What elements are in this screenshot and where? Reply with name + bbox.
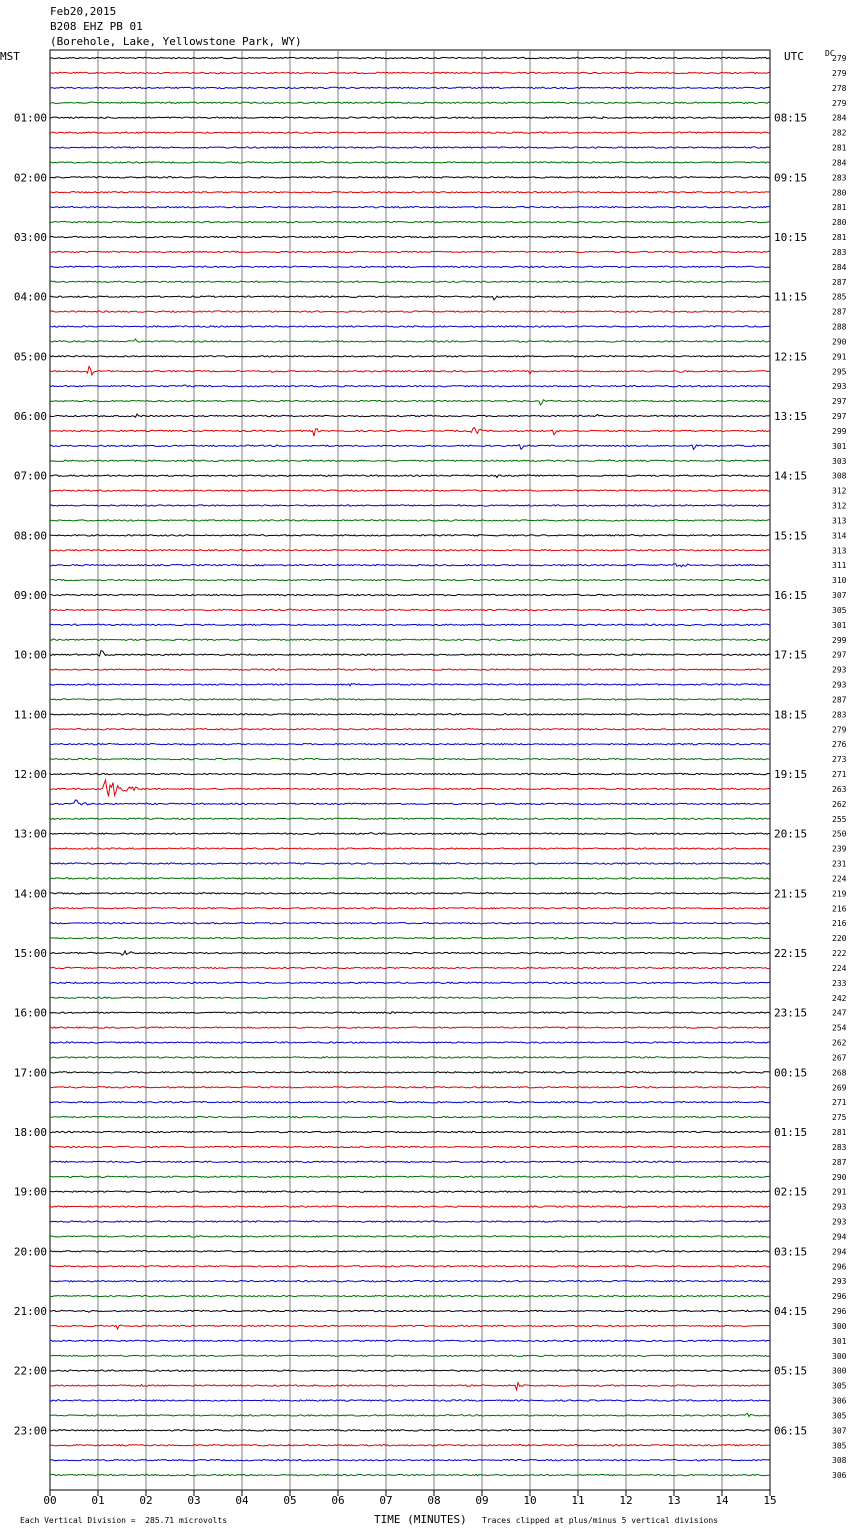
dc-offset-label: 308 (832, 471, 847, 481)
seismic-trace (50, 1266, 770, 1267)
station-label: B208 EHZ PB 01 (50, 20, 143, 33)
seismic-trace (50, 1027, 770, 1028)
seismic-trace (50, 1370, 770, 1371)
dc-offset-label: 231 (832, 859, 847, 869)
seismic-trace (50, 967, 770, 968)
dc-offset-label: 299 (832, 426, 847, 436)
seismic-trace (50, 594, 770, 595)
dc-offset-label: 306 (832, 1471, 847, 1481)
x-tick-label: 09 (475, 1494, 489, 1507)
seismic-trace (50, 743, 770, 744)
x-tick-label: 01 (91, 1494, 105, 1507)
seismic-trace (50, 1057, 770, 1058)
dc-offset-label: 305 (832, 1411, 847, 1421)
seismic-trace (50, 1206, 770, 1207)
seismic-trace (50, 1101, 770, 1102)
mst-hour-label: 10:00 (13, 648, 47, 662)
dc-offset-label: 290 (832, 337, 847, 347)
seismic-trace (50, 221, 770, 222)
dc-offset-label: 283 (832, 247, 847, 257)
dc-offset-label: 293 (832, 382, 847, 392)
seismic-trace (50, 1116, 770, 1117)
seismic-trace (50, 1430, 770, 1431)
x-tick-label: 05 (283, 1494, 297, 1507)
clip-note: Traces clipped at plus/minus 5 vertical divisions (482, 1516, 719, 1525)
x-tick-label: 15 (763, 1494, 777, 1507)
seismic-trace (50, 251, 770, 252)
mst-hour-label: 16:00 (13, 1006, 47, 1020)
seismic-trace (50, 87, 770, 88)
seismic-trace (50, 624, 770, 625)
dc-offset-label: 216 (832, 919, 847, 929)
seismic-trace (50, 714, 770, 715)
seismic-trace (50, 339, 770, 342)
dc-offset-label: 293 (832, 1202, 847, 1212)
seismic-trace (50, 1072, 770, 1073)
dc-offset-label: 305 (832, 605, 847, 615)
dc-offset-label: 307 (832, 591, 847, 600)
dc-label: DC (825, 49, 835, 58)
dc-offset-label: 281 (832, 143, 847, 153)
seismic-trace (50, 800, 770, 805)
mst-hour-label: 23:00 (13, 1424, 47, 1438)
seismic-trace (50, 937, 770, 939)
seismic-trace (50, 669, 770, 670)
seismic-trace (50, 579, 770, 580)
dc-offset-label: 269 (832, 1083, 847, 1093)
seismic-trace (50, 1236, 770, 1237)
x-axis-title: TIME (MINUTES) (374, 1513, 467, 1526)
dc-offset-label: 297 (832, 412, 847, 421)
dc-offset-label: 293 (832, 1217, 847, 1227)
x-tick-label: 13 (667, 1494, 681, 1507)
dc-offset-label: 308 (832, 1456, 847, 1466)
seismic-trace (50, 1146, 770, 1147)
dc-offset-label: 311 (832, 561, 847, 571)
dc-offset-label: 279 (832, 98, 847, 108)
dc-offset-label: 287 (832, 277, 847, 287)
mst-hour-label: 20:00 (13, 1245, 47, 1259)
seismic-trace (50, 1310, 770, 1312)
seismic-trace (50, 132, 770, 133)
dc-offset-label: 283 (832, 710, 847, 720)
seismic-trace (50, 1295, 770, 1296)
dc-offset-label: 279 (832, 68, 847, 78)
x-tick-label: 07 (379, 1494, 393, 1507)
utc-hour-label: 06:15 (774, 1424, 808, 1438)
dc-offset-label: 268 (832, 1068, 847, 1078)
seismic-trace (50, 1445, 770, 1446)
seismic-trace (50, 206, 770, 207)
dc-offset-label: 254 (832, 1023, 847, 1033)
dc-offset-label: 279 (832, 725, 847, 735)
seismic-trace (50, 729, 770, 730)
seismic-trace (50, 863, 770, 864)
dc-offset-label: 282 (832, 128, 847, 138)
seismic-trace (50, 296, 770, 300)
dc-offset-label: 287 (832, 307, 847, 317)
seismic-trace (50, 1176, 770, 1177)
utc-hour-label: 15:15 (774, 529, 808, 543)
seismic-trace (50, 57, 770, 58)
dc-offset-label: 301 (832, 1336, 847, 1346)
mst-hour-label: 22:00 (13, 1364, 47, 1378)
mst-hour-label: 14:00 (13, 887, 47, 901)
dc-offset-label: 242 (832, 993, 847, 1003)
seismic-trace (50, 1280, 770, 1281)
seismic-trace (50, 1221, 770, 1222)
seismic-trace (50, 414, 770, 417)
seismic-trace (50, 1161, 770, 1162)
dc-offset-label: 314 (832, 531, 847, 541)
seismic-trace (50, 281, 770, 282)
dc-offset-label: 301 (832, 620, 847, 630)
utc-hour-label: 18:15 (774, 708, 808, 722)
seismic-trace (50, 684, 770, 686)
seismic-trace (50, 520, 770, 521)
dc-offset-label: 293 (832, 680, 847, 690)
utc-hour-label: 04:15 (774, 1305, 808, 1318)
dc-offset-label: 303 (832, 456, 847, 466)
utc-hour-label: 16:15 (774, 589, 808, 602)
utc-hour-label: 03:15 (774, 1245, 808, 1259)
mst-hour-label: 12:00 (13, 768, 47, 781)
dc-offset-label: 310 (832, 576, 847, 586)
dc-offset-label: 291 (832, 352, 847, 362)
seismic-trace (50, 1131, 770, 1132)
seismic-trace (50, 162, 770, 163)
dc-offset-label: 290 (832, 1172, 847, 1182)
x-tick-label: 10 (523, 1494, 537, 1507)
seismic-trace (50, 951, 770, 955)
dc-offset-label: 313 (832, 546, 847, 556)
seismic-trace (50, 1474, 770, 1475)
seismic-trace (50, 1087, 770, 1088)
dc-offset-label: 312 (832, 486, 847, 496)
utc-hour-label: 10:15 (774, 231, 808, 244)
utc-hour-label: 02:15 (774, 1185, 808, 1199)
dc-offset-label: 281 (832, 233, 847, 242)
dc-offset-label: 293 (832, 665, 847, 675)
seismic-trace (50, 564, 770, 567)
dc-offset-label: 300 (832, 1351, 847, 1361)
x-tick-label: 11 (571, 1494, 585, 1507)
dc-offset-label: 281 (832, 203, 847, 213)
utc-hour-label: 23:15 (774, 1006, 808, 1020)
seismic-trace (50, 490, 770, 491)
x-tick-label: 03 (187, 1494, 201, 1507)
seismic-trace (50, 367, 770, 375)
utc-label: UTC (784, 50, 804, 63)
dc-offset-label: 293 (832, 1277, 847, 1287)
dc-offset-label: 222 (832, 949, 847, 958)
dc-offset-label: 262 (832, 1038, 847, 1048)
mst-hour-label: 01:00 (13, 111, 47, 125)
utc-hour-label: 14:15 (774, 469, 808, 483)
dc-offset-label: 263 (832, 784, 847, 794)
seismic-trace (50, 1383, 770, 1390)
dc-offset-label: 297 (832, 650, 847, 660)
seismic-trace (50, 147, 770, 148)
x-tick-label: 04 (235, 1494, 249, 1507)
dc-offset-label: 295 (832, 367, 847, 377)
seismic-trace (50, 117, 770, 119)
seismic-trace (50, 780, 770, 796)
dc-offset-label: 233 (832, 978, 847, 988)
seismic-trace (50, 445, 770, 449)
dc-offset-label: 312 (832, 501, 847, 511)
dc-offset-label: 216 (832, 904, 847, 914)
mst-hour-label: 06:00 (13, 410, 47, 423)
seismic-trace (50, 818, 770, 819)
dc-offset-label: 271 (832, 770, 847, 779)
dc-offset-label: 291 (832, 1187, 847, 1197)
dc-offset-label: 276 (832, 740, 847, 750)
dc-offset-label: 262 (832, 799, 847, 809)
dc-offset-label: 275 (832, 1113, 847, 1123)
dc-offset-label: 278 (832, 83, 847, 93)
seismic-trace (50, 773, 770, 774)
x-tick-label: 00 (43, 1494, 57, 1507)
dc-offset-label: 250 (832, 829, 847, 839)
seismic-trace (50, 922, 770, 923)
seismic-trace (50, 1325, 770, 1329)
dc-offset-label: 224 (832, 963, 847, 973)
seismic-trace (50, 192, 770, 193)
dc-offset-label: 296 (832, 1292, 847, 1302)
dc-offset-label: 283 (832, 1142, 847, 1152)
seismic-trace (50, 505, 770, 506)
mst-hour-label: 08:00 (13, 529, 47, 543)
dc-offset-label: 271 (832, 1098, 847, 1108)
seismic-trace (50, 1413, 770, 1416)
seismic-trace (50, 699, 770, 700)
mst-hour-label: 19:00 (13, 1185, 47, 1199)
dc-offset-label: 307 (832, 1426, 847, 1436)
dc-offset-label: 280 (832, 218, 847, 228)
seismic-trace (50, 982, 770, 983)
seismic-trace (50, 311, 770, 312)
seismic-trace (50, 72, 770, 73)
mst-label: MST (0, 50, 20, 63)
utc-hour-label: 09:15 (774, 171, 808, 185)
seismic-trace (50, 1191, 770, 1192)
seismic-trace (50, 400, 770, 405)
seismic-trace (50, 266, 770, 267)
seismic-trace (50, 428, 770, 436)
seismic-trace (50, 639, 770, 640)
seismic-trace (50, 177, 770, 178)
dc-offset-label: 281 (832, 1128, 847, 1137)
seismic-trace (50, 893, 770, 894)
x-tick-label: 12 (619, 1494, 633, 1507)
dc-offset-label: 284 (832, 113, 847, 123)
dc-offset-label: 273 (832, 755, 847, 765)
seismic-trace (50, 1340, 770, 1341)
mst-hour-label: 03:00 (13, 231, 47, 244)
mst-hour-label: 11:00 (13, 708, 47, 722)
dc-offset-label: 224 (832, 874, 847, 884)
seismic-trace (50, 1400, 770, 1401)
x-tick-label: 06 (331, 1494, 345, 1507)
utc-hour-label: 08:15 (774, 111, 808, 125)
seismic-trace (50, 997, 770, 998)
seismic-trace (50, 878, 770, 879)
chart-title: Feb20,2015 (50, 5, 117, 18)
mst-hour-label: 07:00 (13, 469, 47, 483)
seismic-trace (50, 758, 770, 759)
dc-offset-label: 247 (832, 1008, 847, 1018)
mst-hour-label: 04:00 (13, 290, 47, 304)
utc-hour-label: 05:15 (774, 1364, 808, 1378)
dc-offset-label: 299 (832, 635, 847, 645)
dc-offset-label: 300 (832, 1366, 847, 1376)
seismic-trace (50, 651, 770, 656)
dc-offset-label: 287 (832, 695, 847, 705)
seismic-trace (50, 460, 770, 462)
seismic-trace (50, 1012, 770, 1014)
utc-hour-label: 12:15 (774, 350, 808, 364)
utc-hour-label: 22:15 (774, 947, 808, 960)
dc-offset-label: 313 (832, 516, 847, 526)
mst-hour-label: 21:00 (13, 1305, 47, 1318)
utc-hour-label: 19:15 (774, 768, 808, 781)
dc-offset-label: 297 (832, 397, 847, 407)
utc-hour-label: 11:15 (774, 290, 808, 304)
dc-offset-label: 306 (832, 1396, 847, 1406)
dc-offset-label: 219 (832, 889, 847, 899)
dc-offset-label: 280 (832, 188, 847, 198)
utc-hour-label: 13:15 (774, 410, 808, 423)
utc-hour-label: 20:15 (774, 827, 808, 841)
seismic-trace (50, 535, 770, 536)
utc-hour-label: 21:15 (774, 887, 808, 901)
mst-hour-label: 02:00 (13, 171, 47, 185)
dc-offset-label: 255 (832, 814, 847, 824)
dc-offset-label: 284 (832, 262, 847, 272)
utc-hour-label: 00:15 (774, 1066, 808, 1080)
seismic-trace (50, 1459, 770, 1460)
x-tick-label: 14 (715, 1494, 729, 1507)
x-tick-label: 02 (139, 1494, 153, 1507)
seismic-trace (50, 1042, 770, 1043)
seismic-trace (50, 385, 770, 387)
dc-offset-label: 294 (832, 1232, 847, 1242)
seismic-trace (50, 833, 770, 835)
utc-hour-label: 01:15 (774, 1126, 808, 1139)
location-label: (Borehole, Lake, Yellowstone Park, WY) (50, 35, 302, 48)
dc-offset-label: 285 (832, 292, 847, 302)
utc-hour-label: 17:15 (774, 648, 808, 662)
dc-offset-label: 283 (832, 173, 847, 183)
dc-offset-label: 220 (832, 934, 847, 944)
seismic-trace (50, 1355, 770, 1356)
seismic-trace (50, 356, 770, 357)
dc-offset-label: 287 (832, 1157, 847, 1167)
seismic-trace (50, 1251, 770, 1252)
dc-offset-label: 305 (832, 1441, 847, 1451)
seismic-trace (50, 609, 770, 610)
seismic-trace (50, 236, 770, 237)
mst-hour-label: 15:00 (13, 947, 47, 960)
mst-hour-label: 09:00 (13, 589, 47, 602)
seismic-trace (50, 908, 770, 909)
dc-offset-label: 296 (832, 1307, 847, 1316)
dc-offset-label: 305 (832, 1381, 847, 1391)
mst-hour-label: 13:00 (13, 827, 47, 841)
dc-offset-label: 294 (832, 1247, 847, 1257)
dc-offset-label: 301 (832, 441, 847, 451)
seismic-trace (50, 475, 770, 478)
seismic-trace (50, 550, 770, 551)
seismic-trace (50, 326, 770, 327)
scale-note: Each Vertical Division = 285.71 microvolts (20, 1516, 228, 1525)
mst-hour-label: 05:00 (13, 350, 47, 364)
dc-offset-label: 288 (832, 322, 847, 332)
dc-offset-label: 279 (832, 54, 847, 63)
mst-hour-label: 17:00 (13, 1066, 47, 1080)
mst-hour-label: 18:00 (13, 1126, 47, 1139)
seismic-trace (50, 848, 770, 849)
dc-offset-label: 267 (832, 1053, 847, 1063)
dc-offset-label: 239 (832, 844, 847, 854)
seismic-trace (50, 102, 770, 103)
x-tick-label: 08 (427, 1494, 441, 1507)
dc-offset-label: 300 (832, 1321, 847, 1331)
dc-offset-label: 284 (832, 158, 847, 168)
dc-offset-label: 296 (832, 1262, 847, 1272)
